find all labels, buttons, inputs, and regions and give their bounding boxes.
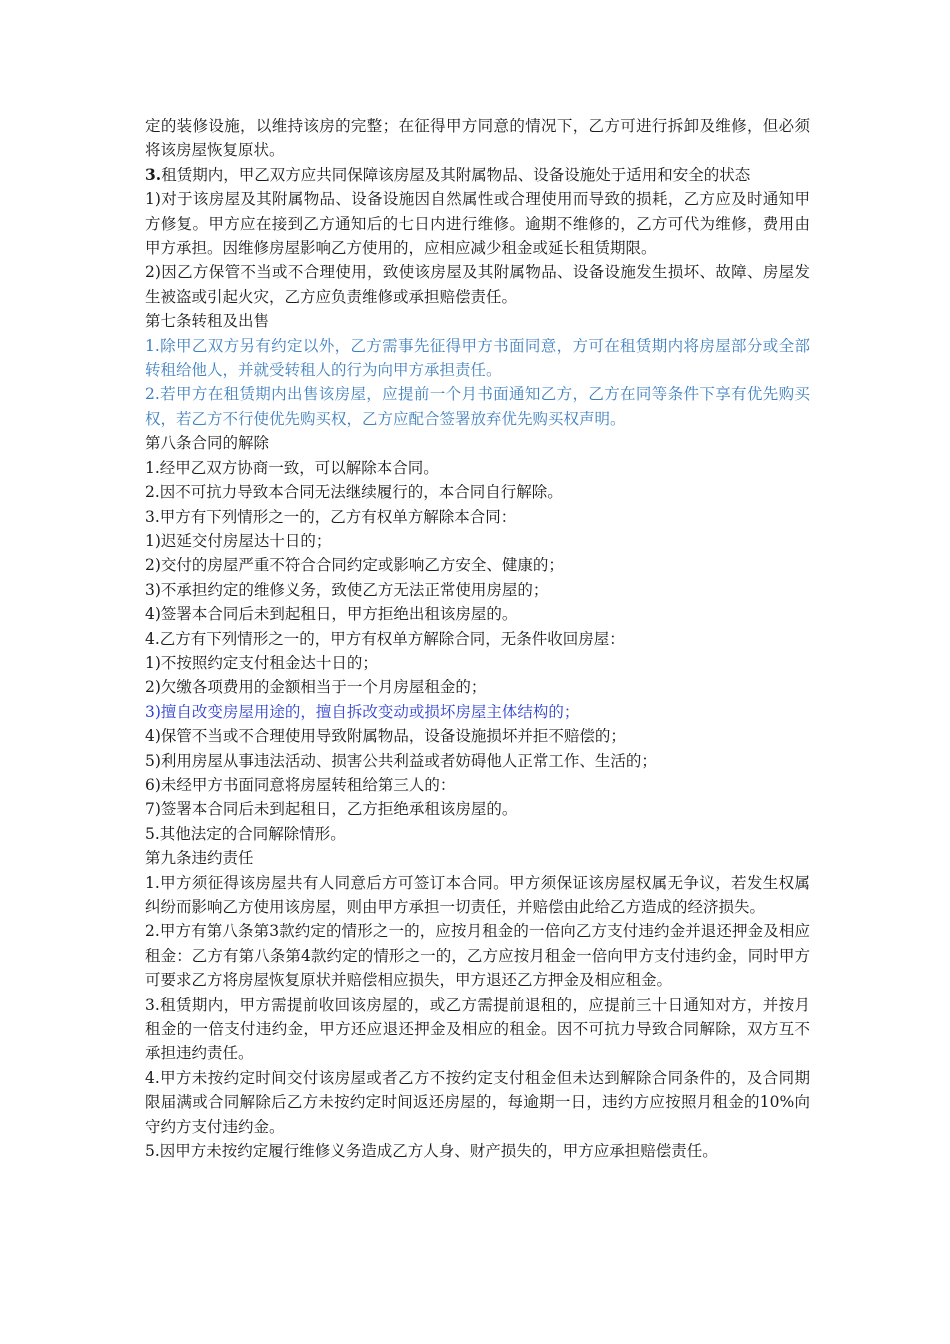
paragraph: 4)保管不当或不合理使用导致附属物品，设备设施损坏并拒不赔偿的；: [145, 727, 626, 746]
paragraph: 3.甲方有下列情形之一的，乙方有权单方解除本合同：: [145, 507, 517, 526]
paragraph: 1.甲方须征得该房屋共有人同意后方可签订本合同。甲方须保证该房屋权属无争议，若发生权属纠纷而影响乙方使用该房屋，则由甲方承担一切责任，并赔偿由此给乙方造成的经济损失。: [145, 873, 810, 916]
document-body: [145, 114, 810, 1163]
paragraph: 7)签署本合同后未到起租日，乙方拒绝承租该房屋的。: [145, 800, 518, 819]
paragraph: 2.甲方有第八条第3款约定的情形之一的，应按月租金的一倍向乙方支付违约金并退还押金及相应租金：乙方有第八条第4款约定的情形之一的，乙方应按月租金一倍向甲方支付违约金，同时甲方可要求乙方将房屋恢复原状并赔偿相应损失，甲方退还乙方押金及相应租金。: [145, 922, 810, 990]
paragraph: 1)对于该房屋及其附属物品、设备设施因自然属性或合理使用而导致的损耗，乙方应及时通知甲方修复。甲方应在接到乙方通知后的七日内进行维修。逾期不维修的，乙方可代为维修，费用由甲方承担。因维修房屋影响乙方使用的，应相应减少租金或延长租赁期限。: [145, 190, 810, 258]
paragraph: 2)欠缴各项费用的金额相当于一个月房屋租金的；: [145, 678, 487, 697]
clause-number: 3.: [145, 164, 162, 184]
paragraph: 3)擅自改变房屋用途的，擅自拆改变动或损坏房屋主体结构的；: [145, 702, 580, 721]
paragraph: 5.因甲方未按约定履行维修义务造成乙方人身、财产损失的，甲方应承担赔偿责任。: [145, 1142, 718, 1161]
paragraph: 1)迟延交付房屋达十日的；: [145, 531, 332, 550]
paragraph: 2)交付的房屋严重不符合合同约定或影响乙方安全、健康的；: [145, 556, 564, 575]
paragraph: 定的装修设施，以维持该房的完整；在征得甲方同意的情况下，乙方可进行拆卸及维修，但必须将该房屋恢复原状。: [145, 117, 810, 160]
paragraph: 2)因乙方保管不当或不合理使用，致使该房屋及其附属物品、设备设施发生损坏、故障、房屋发生被盗或引起火灾，乙方应负责维修或承担赔偿责任。: [145, 263, 810, 306]
paragraph: 2.因不可抗力导致本合同无法继续履行的，本合同自行解除。: [145, 483, 563, 502]
paragraph: 3.租赁期内，甲方需提前收回该房屋的，或乙方需提前退租的，应提前三十日通知对方，并按月租金的一倍支付违约金，甲方还应退还押金及相应的租金。因不可抗力导致合同解除，双方互不承担违约责任。: [145, 995, 810, 1063]
paragraph: 2.若甲方在租赁期内出售该房屋，应提前一个月书面通知乙方，乙方在同等条件下享有优先购买权，若乙方不行使优先购买权，乙方应配合签署放弃优先购买权声明。: [145, 385, 810, 428]
section-heading: 第九条违约责任: [145, 849, 254, 868]
paragraph: 4.甲方未按约定时间交付该房屋或者乙方不按约定支付租金但未达到解除合同条件的，及合同期限届满或合同解除后乙方未按约定时间返还房屋的，每逾期一日，违约方应按照月租金的10%向守约方支付违约金。: [145, 1068, 810, 1136]
paragraph: [145, 163, 810, 187]
paragraph: 1.经甲乙双方协商一致，可以解除本合同。: [145, 458, 439, 477]
paragraph: 3)不承担约定的维修义务，致使乙方无法正常使用房屋的；: [145, 580, 549, 599]
paragraph: 4)签署本合同后未到起租日，甲方拒绝出租该房屋的。: [145, 605, 518, 624]
paragraph: 6)未经甲方书面同意将房屋转租给第三人的：: [145, 775, 456, 794]
paragraph: 1)不按照约定支付租金达十日的；: [145, 653, 378, 672]
section-heading: 第七条转租及出售: [145, 312, 270, 331]
paragraph: 1.除甲乙双方另有约定以外，乙方需事先征得甲方书面同意，方可在租赁期内将房屋部分或全部转租给他人，并就受转租人的行为向甲方承担责任。: [145, 336, 810, 380]
paragraph: 5)利用房屋从事违法活动、损害公共利益或者妨碍他人正常工作、生活的；: [145, 751, 657, 770]
paragraph: 4.乙方有下列情形之一的，甲方有权单方解除合同，无条件收回房屋：: [145, 629, 625, 648]
paragraph: 5.其他法定的合同解除情形。: [145, 824, 346, 843]
section-heading: 第八条合同的解除: [145, 434, 270, 453]
clause-text: 租赁期内，甲乙双方应共同保障该房屋及其附属物品、设备设施处于适用和安全的状态: [161, 165, 751, 184]
